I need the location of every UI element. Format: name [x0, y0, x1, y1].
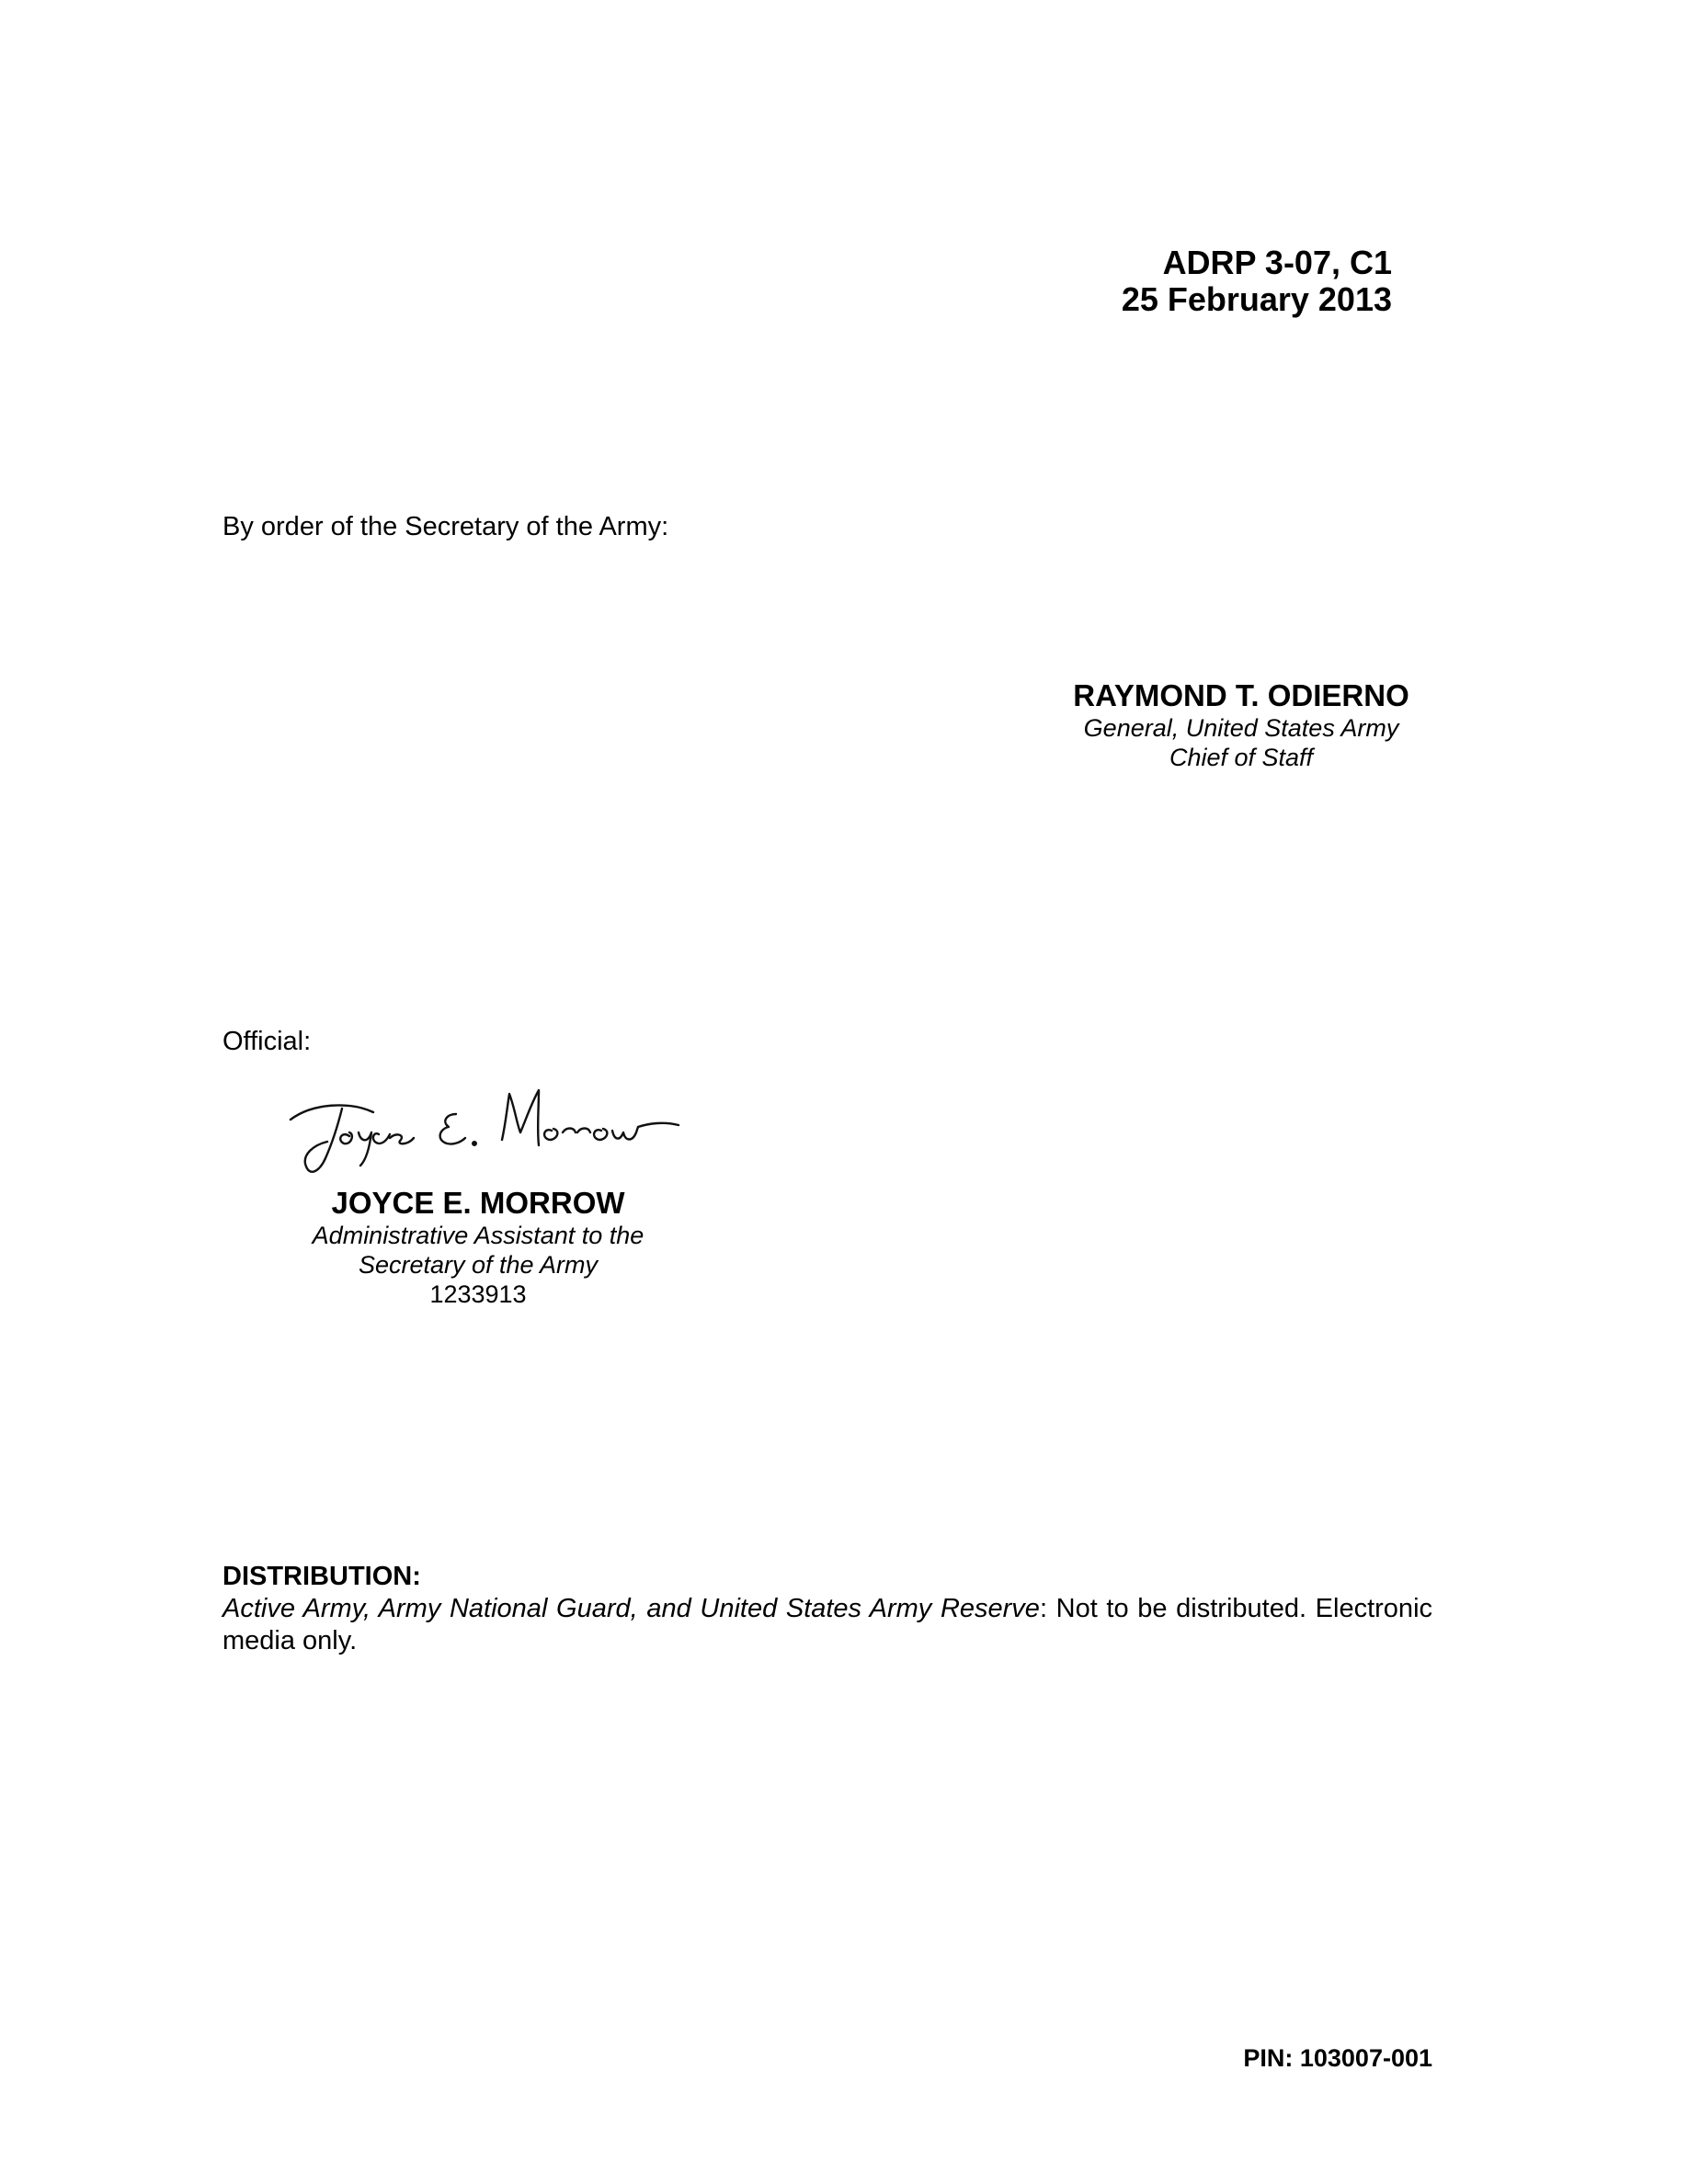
- distribution-text: [222, 1593, 1432, 1657]
- handwritten-signature: [285, 1086, 690, 1188]
- chief-of-staff-rank: General, United States Army: [1083, 714, 1399, 742]
- official-label: Official:: [222, 1027, 312, 1056]
- distribution-separator: :: [1039, 1594, 1056, 1623]
- chief-of-staff-position: Chief of Staff: [1169, 744, 1314, 771]
- administrative-assistant-title-line1: Administrative Assistant to the: [312, 1222, 644, 1249]
- document-number: ADRP 3-07, C1: [1162, 244, 1392, 281]
- document-header: [1122, 245, 1392, 318]
- distribution-heading: DISTRIBUTION:: [222, 1562, 421, 1591]
- chief-of-staff-name: RAYMOND T. ODIERNO: [1073, 678, 1409, 712]
- chief-of-staff-block: [993, 678, 1489, 772]
- distribution-section: [222, 1561, 1432, 1657]
- order-line: By order of the Secretary of the Army:: [222, 512, 669, 541]
- administrative-assistant-title-line2: Secretary of the Army: [358, 1251, 599, 1279]
- administrative-assistant-name: JOYCE E. MORROW: [331, 1186, 625, 1220]
- pin-number: PIN: 103007-001: [1243, 2044, 1432, 2072]
- distribution-statement: Not to be distributed. Electronic media only.: [222, 1594, 1433, 1655]
- administrative-assistant-block: [267, 1186, 690, 1309]
- administrative-assistant-number: 1233913: [429, 1280, 527, 1308]
- distribution-recipients: Active Army, Army National Guard, and United States Army Reserve: [222, 1594, 1040, 1623]
- document-date: 25 February 2013: [1121, 280, 1392, 318]
